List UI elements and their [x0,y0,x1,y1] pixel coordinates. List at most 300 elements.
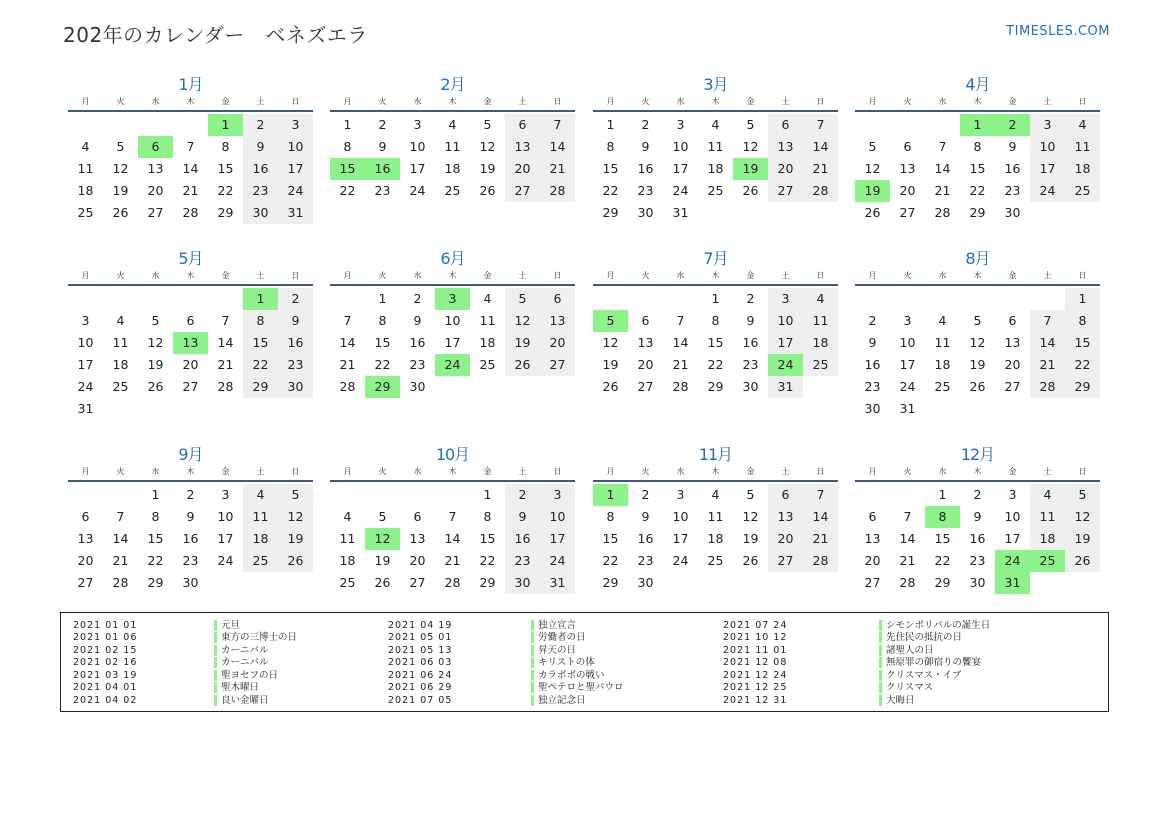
empty-day [103,484,138,506]
day-cell: 25 [707,183,724,198]
day-cell: 29 [934,575,951,590]
day-cell: 2 [641,487,650,502]
weekday-label: 金 [1008,467,1017,476]
weeks [593,286,838,398]
empty-day [768,572,803,594]
day-cell: 22 [602,553,619,568]
weekday-label: 火 [641,271,650,280]
day-cell: 5 [973,313,982,328]
day-cell: 23 [969,553,986,568]
day-cell: 21 [934,183,951,198]
day-cell: 11 [707,509,724,524]
empty-day [208,288,243,310]
holiday-name: 聖ヨセフの日 [214,670,278,681]
day-cell: 28 [1030,376,1065,398]
day-cell: 25 [934,379,951,394]
holiday-day-cell: 13 [173,332,208,354]
day-cell: 20 [637,357,654,372]
holiday-day-cell: 29 [365,376,400,398]
weekday-header [68,96,313,112]
empty-day [208,398,243,420]
day-cell: 2 [641,117,650,132]
holiday-item [723,669,990,682]
day-cell: 5 [116,139,125,154]
weekday-label: 土 [781,271,790,280]
day-cell: 31 [899,401,916,416]
weekday-label: 木 [186,97,195,106]
week-row [68,528,313,550]
weeks [855,482,1100,594]
week-row [68,136,313,158]
day-cell: 29 [243,376,278,398]
holiday-name: キリストの体 [531,657,595,668]
day-cell: 21 [444,553,461,568]
weeks [855,112,1100,224]
empty-day [768,202,803,224]
day-cell: 26 [742,183,759,198]
weekday-label: 月 [343,467,352,476]
weekday-label: 火 [116,97,125,106]
month-name: 10月 [435,445,470,464]
day-cell: 13 [1004,335,1021,350]
day-cell: 27 [637,379,654,394]
holiday-day-cell: 25 [1030,550,1065,572]
day-cell: 18 [444,161,461,176]
weekday-label: 火 [116,271,125,280]
day-cell: 26 [742,553,759,568]
day-cell: 14 [803,136,838,158]
day-cell: 9 [746,313,755,328]
day-cell: 1 [1065,288,1100,310]
day-cell: 8 [243,310,278,332]
holiday-item [388,657,624,670]
day-cell: 15 [602,161,619,176]
empty-day [173,398,208,420]
weekday-label: 日 [1078,271,1087,280]
holiday-date: 2021 04 19 [388,619,453,631]
holiday-name: クリスマス [879,682,933,693]
weekday-header [593,96,838,112]
week-row [68,288,313,310]
day-cell: 24 [672,183,689,198]
day-cell: 10 [1004,509,1021,524]
day-cell: 26 [969,379,986,394]
weekday-label: 土 [1043,467,1052,476]
day-cell: 22 [339,183,356,198]
day-cell: 27 [864,575,881,590]
day-cell: 23 [742,357,759,372]
month-calendar [330,248,575,398]
month-calendar [330,74,575,202]
day-cell: 19 [969,357,986,372]
holiday-day-cell: 8 [925,506,960,528]
week-row [330,484,575,506]
week-row [593,202,838,224]
day-cell: 15 [934,531,951,546]
day-cell: 13 [540,310,575,332]
empty-day [1030,398,1065,420]
weeks [330,482,575,594]
day-cell: 18 [112,357,129,372]
week-row [330,114,575,136]
day-cell: 8 [711,313,720,328]
week-row [855,572,1100,594]
holiday-item [73,682,297,695]
week-row [855,288,1100,310]
weekday-label: 月 [868,467,877,476]
day-cell: 31 [540,572,575,594]
day-cell: 25 [479,357,496,372]
weekday-label: 日 [1078,97,1087,106]
holiday-date: 2021 12 24 [723,669,788,681]
weekday-label: 水 [413,271,422,280]
day-cell: 26 [374,575,391,590]
holiday-date: 2021 10 12 [723,632,788,644]
weekday-label: 火 [903,467,912,476]
holiday-day-cell: 16 [365,158,400,180]
day-cell: 25 [339,575,356,590]
day-cell: 1 [151,487,160,502]
holiday-day-cell: 31 [995,572,1030,594]
day-cell: 26 [278,550,313,572]
weekday-label: 火 [378,97,387,106]
month-calendar [68,444,313,594]
holiday-item [73,669,297,682]
day-cell: 21 [1030,354,1065,376]
week-row [593,484,838,506]
weekday-label: 月 [343,271,352,280]
day-cell: 30 [243,202,278,224]
day-cell: 10 [217,509,234,524]
day-cell: 21 [339,357,356,372]
weekday-header [330,96,575,112]
week-row [855,202,1100,224]
weeks [68,112,313,224]
month-calendar [593,444,838,594]
day-cell: 9 [641,139,650,154]
week-row [593,528,838,550]
day-cell: 27 [409,575,426,590]
day-cell: 14 [112,531,129,546]
weekday-label: 水 [413,467,422,476]
day-cell: 14 [444,531,461,546]
empty-day [103,114,138,136]
weekday-label: 火 [641,97,650,106]
day-cell: 7 [803,484,838,506]
month-calendar [593,248,838,398]
day-cell: 25 [707,553,724,568]
holiday-name: カーニバル [214,645,269,656]
day-cell: 24 [1030,180,1065,202]
month-name: 11月 [698,445,733,464]
day-cell: 15 [374,335,391,350]
empty-day [960,398,995,420]
day-cell: 21 [182,183,199,198]
day-cell: 15 [147,531,164,546]
weeks [68,286,313,420]
holiday-day-cell: 1 [243,288,278,310]
day-cell: 30 [409,379,426,394]
week-row [68,310,313,332]
holiday-day-cell: 24 [435,354,470,376]
day-cell: 5 [746,487,755,502]
day-cell: 31 [768,376,803,398]
holiday-date: 2021 06 03 [388,657,453,669]
day-cell: 9 [378,139,387,154]
day-cell: 13 [768,506,803,528]
day-cell: 11 [112,335,129,350]
empty-day [68,484,103,506]
empty-day [1030,288,1065,310]
day-cell: 24 [409,183,426,198]
holiday-day-cell: 12 [365,528,400,550]
week-row [68,332,313,354]
day-cell: 13 [77,531,94,546]
week-row [330,310,575,332]
day-cell: 30 [969,575,986,590]
week-row [855,158,1100,180]
day-cell: 28 [934,205,951,220]
day-cell: 5 [1065,484,1100,506]
holiday-date: 2021 04 01 [73,682,138,694]
day-cell: 14 [182,161,199,176]
day-cell: 23 [864,379,881,394]
holiday-date: 2021 11 01 [723,644,788,656]
week-row [593,376,838,398]
day-cell: 10 [278,136,313,158]
weekday-label: 火 [378,271,387,280]
holiday-date: 2021 05 01 [388,632,453,644]
day-cell: 16 [505,528,540,550]
weekday-label: 金 [483,271,492,280]
weekday-label: 金 [221,467,230,476]
day-cell: 25 [77,205,94,220]
weekday-label: 土 [781,97,790,106]
weekday-label: 木 [186,271,195,280]
empty-day [435,484,470,506]
month-name: 6月 [440,249,465,268]
day-cell: 27 [540,354,575,376]
week-row [68,572,313,594]
day-cell: 3 [413,117,422,132]
day-cell: 6 [768,114,803,136]
weekday-label: 金 [221,97,230,106]
day-cell: 12 [602,335,619,350]
holiday-item [388,694,624,707]
holiday-name: 独立宣言 [531,620,576,631]
day-cell: 29 [602,575,619,590]
week-row [330,376,575,398]
month-name: 8月 [965,249,990,268]
week-row [855,376,1100,398]
month-calendar [855,444,1100,594]
day-cell: 24 [899,379,916,394]
day-cell: 3 [221,487,230,502]
day-cell: 3 [1008,487,1017,502]
weekday-label: 火 [116,467,125,476]
day-cell: 10 [409,139,426,154]
day-cell: 6 [768,484,803,506]
day-cell: 9 [1008,139,1017,154]
day-cell: 7 [803,114,838,136]
day-cell: 26 [602,379,619,394]
holiday-name: 良い金曜日 [214,695,269,706]
empty-day [505,376,540,398]
day-cell: 12 [1065,506,1100,528]
day-cell: 30 [637,205,654,220]
weekday-label: 木 [448,271,457,280]
day-cell: 27 [182,379,199,394]
day-cell: 4 [1065,114,1100,136]
weekday-label: 日 [291,97,300,106]
day-cell: 15 [707,335,724,350]
page-title: 202年のカレンダー ベネズエラ [63,23,368,47]
weekday-header [593,270,838,286]
empty-day [173,288,208,310]
weekday-label: 火 [903,97,912,106]
day-cell: 25 [243,550,278,572]
holiday-name: 無原罪の御宿りの饗宴 [879,657,981,668]
week-row [68,398,313,420]
day-cell: 23 [182,553,199,568]
day-cell: 21 [217,357,234,372]
day-cell: 13 [505,136,540,158]
day-cell: 11 [803,310,838,332]
holiday-day-cell: 6 [138,136,173,158]
day-cell: 8 [1065,310,1100,332]
empty-day [243,398,278,420]
empty-day [1065,572,1100,594]
holiday-item [73,632,297,645]
day-cell: 6 [413,509,422,524]
holiday-date: 2021 06 24 [388,669,453,681]
empty-day [173,114,208,136]
holiday-item [388,682,624,695]
weekday-label: 火 [903,271,912,280]
weekday-label: 木 [711,97,720,106]
day-cell: 26 [479,183,496,198]
day-cell: 2 [278,288,313,310]
day-cell: 3 [278,114,313,136]
day-cell: 3 [903,313,912,328]
holiday-date: 2021 02 16 [73,657,138,669]
day-cell: 6 [903,139,912,154]
day-cell: 20 [899,183,916,198]
day-cell: 16 [969,531,986,546]
day-cell: 11 [707,139,724,154]
holiday-day-cell: 24 [995,550,1030,572]
holiday-name: 諸聖人の日 [879,645,934,656]
day-cell: 4 [343,509,352,524]
holiday-item [723,657,990,670]
day-cell: 29 [1065,376,1100,398]
week-row [68,354,313,376]
weekday-label: 金 [483,467,492,476]
holiday-date: 2021 12 25 [723,682,788,694]
week-row [330,506,575,528]
weekday-header [68,466,313,482]
day-cell: 17 [278,158,313,180]
holiday-column-1 [73,619,297,707]
holiday-item [388,669,624,682]
day-cell: 11 [339,531,356,546]
day-cell: 13 [899,161,916,176]
day-cell: 11 [1065,136,1100,158]
week-row [330,528,575,550]
day-cell: 28 [444,575,461,590]
empty-day [855,484,890,506]
week-row [330,288,575,310]
week-row [68,484,313,506]
week-row [593,572,838,594]
day-cell: 4 [243,484,278,506]
day-cell: 6 [505,114,540,136]
empty-day [733,572,768,594]
weekday-label: 日 [291,467,300,476]
empty-day [593,288,628,310]
holiday-name: 大晦日 [879,695,915,706]
day-cell: 13 [768,136,803,158]
day-cell: 19 [112,183,129,198]
week-row [68,202,313,224]
day-cell: 3 [540,484,575,506]
day-cell: 9 [278,310,313,332]
day-cell: 18 [1030,528,1065,550]
day-cell: 16 [637,531,654,546]
day-cell: 23 [637,183,654,198]
day-cell: 22 [243,354,278,376]
empty-day [890,288,925,310]
day-cell: 1 [938,487,947,502]
holiday-name: 昇天の日 [531,645,576,656]
day-cell: 16 [243,158,278,180]
week-row [855,528,1100,550]
month-name: 12月 [960,445,995,464]
day-cell: 8 [221,139,230,154]
day-cell: 10 [768,310,803,332]
day-cell: 3 [1030,114,1065,136]
empty-day [733,202,768,224]
holiday-name: 東方の三博士の日 [214,632,297,643]
site-logo[interactable]: TIMESLES.COM [1006,24,1110,39]
day-cell: 27 [768,180,803,202]
day-cell: 20 [77,553,94,568]
week-row [68,506,313,528]
day-cell: 12 [742,139,759,154]
week-row [330,572,575,594]
day-cell: 2 [868,313,877,328]
day-cell: 6 [186,313,195,328]
day-cell: 11 [934,335,951,350]
day-cell: 8 [606,139,615,154]
day-cell: 12 [278,506,313,528]
day-cell: 14 [339,335,356,350]
holiday-date: 2021 07 05 [388,694,453,706]
day-cell: 27 [147,205,164,220]
day-cell: 6 [868,509,877,524]
day-cell: 8 [343,139,352,154]
weekday-label: 水 [938,271,947,280]
day-cell: 6 [1008,313,1017,328]
holiday-date: 2021 04 02 [73,694,138,706]
holiday-item [73,619,297,632]
day-cell: 28 [182,205,199,220]
day-cell: 7 [116,509,125,524]
day-cell: 7 [1030,310,1065,332]
day-cell: 7 [938,139,947,154]
day-cell: 31 [77,401,94,416]
weekday-label: 月 [868,271,877,280]
